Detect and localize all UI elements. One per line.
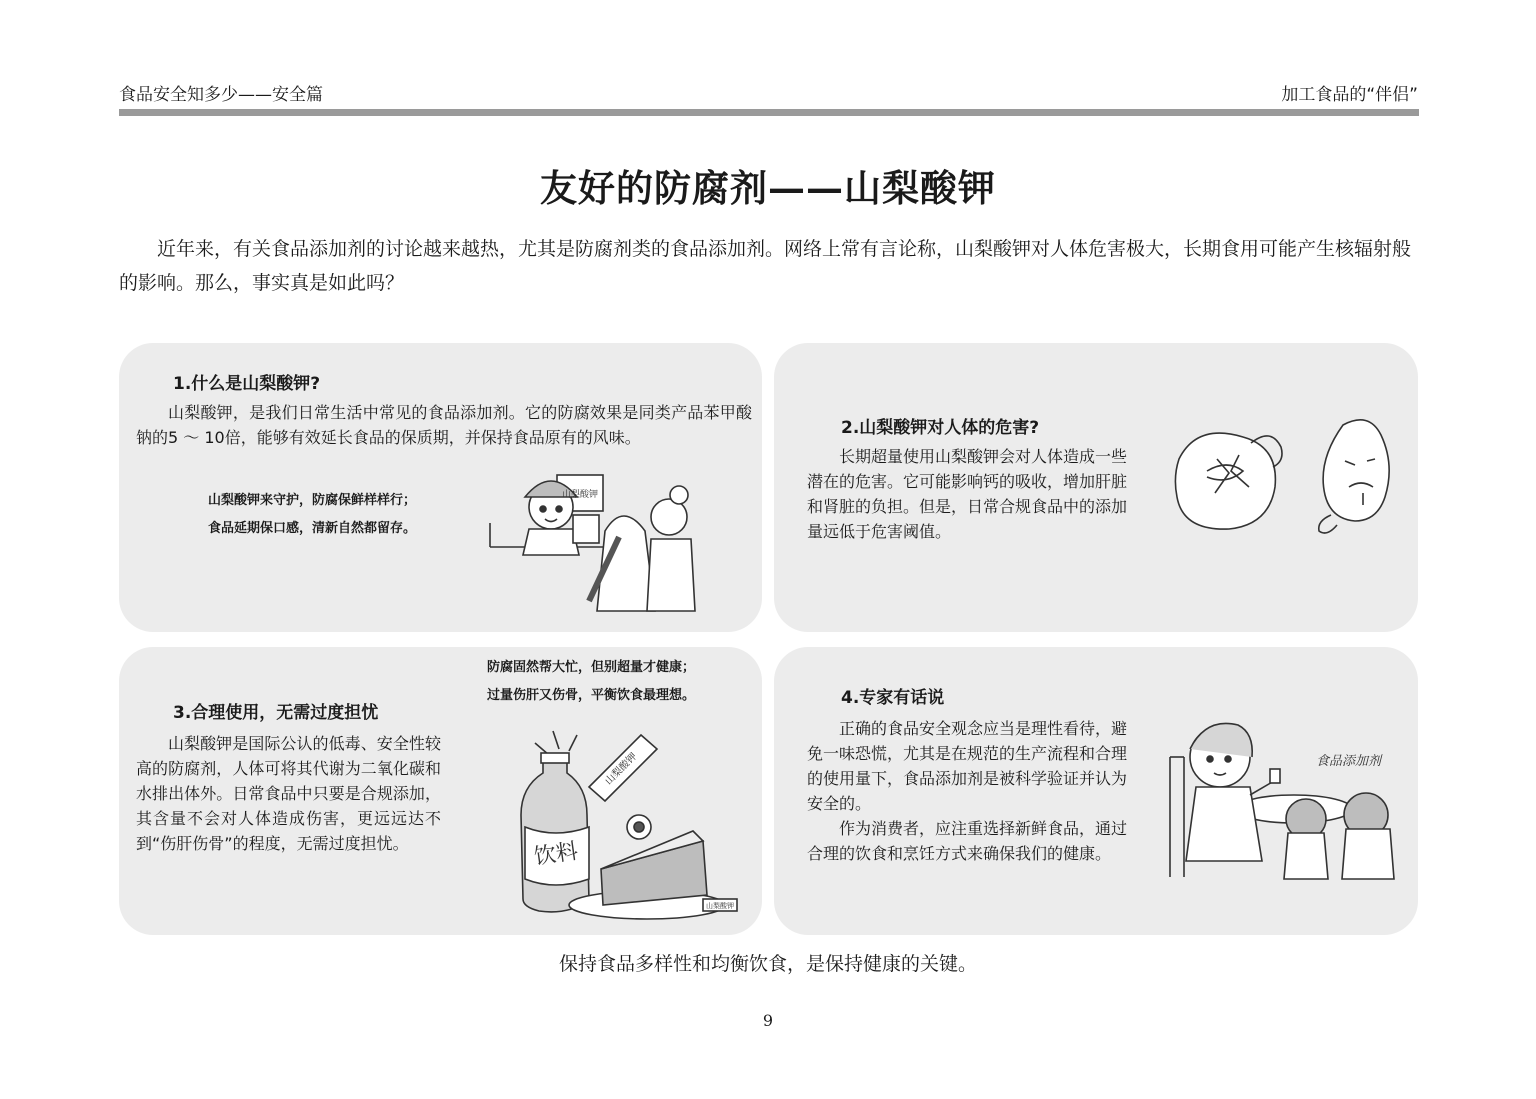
intro-paragraph: 近年来，有关食品添加剂的讨论越来越热，尤其是防腐剂类的食品添加剂。网络上常有言论称，山梨酸钾对人体危害极大，长期食用可能产生核辐射般的影响。那么，事实真是如此吗？	[119, 238, 1412, 294]
card-label-text: 山梨酸钾	[706, 902, 734, 910]
shop-sign-text: 山梨酸钾	[561, 490, 599, 500]
section-body: 作为消费者，应注重选择新鲜食品，通过合理的饮食和烹饪方式来确保我们的健康。	[807, 819, 1128, 863]
handwritten-text: 食品添加剂	[1316, 754, 1382, 769]
verse-line: 山梨酸钾来守护，防腐保鲜样样行；	[208, 493, 417, 508]
running-header-right: 加工食品的“伴侣”	[1281, 85, 1418, 105]
expert-illustration	[1166, 711, 1406, 883]
section-card-reasonable-use	[119, 647, 762, 935]
section-title: 4.专家有话说	[841, 688, 945, 708]
section-title: 2.山梨酸钾对人体的危害?	[841, 418, 1040, 438]
section-body: 山梨酸钾是国际公认的低毒、安全性较高的防腐剂，人体可将其代谢为二氧化碳和水排出体外。日常食品中只要是合规添加，其含量不会对人体造成伤害，更远远达不到“伤肝伤骨”的程度，无需过度担忧。	[136, 734, 441, 853]
bottle-label-text: 饮料	[532, 839, 580, 871]
running-header-left: 食品安全知多少——安全篇	[119, 85, 323, 105]
closing-statement: 保持食品多样性和均衡饮食，是保持健康的关键。	[558, 953, 977, 975]
verse-line: 防腐固然帮大忙，但别超量才健康；	[487, 660, 696, 675]
section-card-what-is	[119, 343, 762, 632]
section-body: 正确的食品安全观念应当是理性看待，避免一味恐慌，尤其是在规范的生产流程和合理的使用量下，食品添加剂是被科学验证并认为安全的。	[807, 719, 1128, 813]
section-body: 长期超量使用山梨酸钾会对人体造成一些潜在的危害。它可能影响钙的吸收，增加肝脏和肾脏的负担。但是，日常合规食品中的添加量远低于危害阈值。	[807, 447, 1128, 541]
section-card-harm	[774, 343, 1418, 632]
section-body: 山梨酸钾，是我们日常生活中常见的食品添加剂。它的防腐效果是同类产品苯甲酸钠的5 ～ 10倍，能够有效延长食品的保质期，并保持食品原有的风味。	[136, 403, 752, 447]
verse-line: 食品延期保口感，清新自然都留存。	[208, 521, 417, 536]
page-title: 友好的防腐剂——山梨酸钾	[540, 166, 996, 210]
page-number: 9	[762, 1011, 774, 1030]
header-rule	[119, 109, 1419, 116]
drink-and-cake-illustration	[497, 723, 753, 925]
section-title: 1.什么是山梨酸钾?	[173, 374, 321, 394]
section-title: 3.合理使用，无需过度担忧	[173, 703, 379, 723]
verse-line: 过量伤肝又伤骨，平衡饮食最理想。	[487, 688, 696, 703]
rhyme-verse	[487, 654, 695, 710]
shopkeeper-illustration	[487, 455, 749, 619]
tag-label-text: 山梨酸钾	[603, 751, 640, 788]
kidney-liver-illustration	[1167, 413, 1407, 543]
rhyme-verse	[208, 487, 416, 543]
section-card-expert	[774, 647, 1418, 935]
